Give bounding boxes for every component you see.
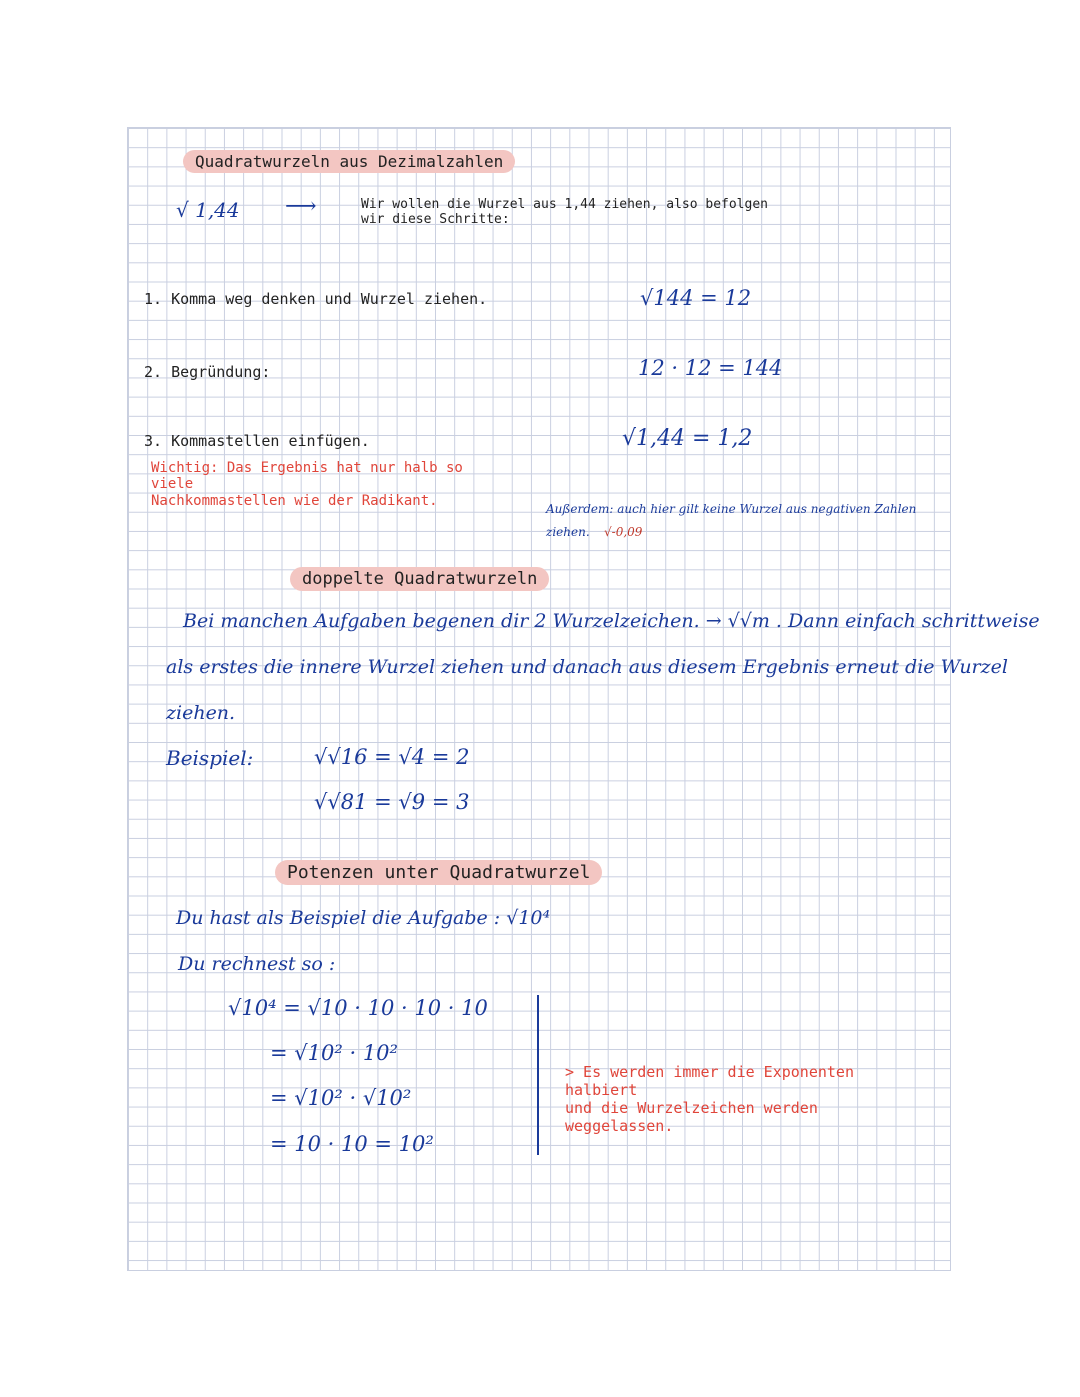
task-line: Du hast als Beispiel die Aufgabe : √10⁴ — [176, 907, 551, 929]
example-label: Beispiel: — [166, 746, 254, 770]
calc-step-1: √10⁴ = √10 · 10 · 10 · 10 — [228, 996, 488, 1020]
section-title-powers: Potenzen unter Quadratwurzel — [275, 860, 602, 885]
step-2: 2. Begründung: — [144, 363, 271, 381]
intro-text-2: wir diese Schritte: — [361, 212, 510, 227]
extra-note-1: Außerdem: auch hier gilt keine Wurzel aus negativen Zahlen — [546, 502, 917, 516]
important-note-1: Wichtig: Das Ergebnis hat nur halb so — [151, 460, 463, 476]
calc-step-3: = √10² · √10² — [270, 1086, 412, 1110]
section-title-double-roots: doppelte Quadratwurzeln — [290, 567, 549, 591]
root-example: √ 1,44 — [176, 198, 240, 222]
intro-text-1: Wir wollen die Wurzel aus 1,44 ziehen, also befolgen — [361, 197, 768, 212]
double-roots-text-3: ziehen. — [166, 702, 236, 724]
step-2-math: 12 · 12 = 144 — [638, 356, 783, 380]
important-note-3: Nachkommastellen wie der Radikant. — [151, 493, 438, 509]
calc-step-2: = √10² · 10² — [270, 1041, 398, 1065]
calc-intro: Du rechnest so : — [178, 953, 336, 975]
hint-4: weggelassen. — [565, 1117, 674, 1135]
important-note-2: viele — [151, 476, 194, 492]
step-1: 1. Komma weg denken und Wurzel ziehen. — [144, 290, 488, 308]
section-title-decimal-roots: Quadratwurzeln aus Dezimalzahlen — [183, 150, 515, 173]
negative-root-example: √-0,09 — [604, 525, 643, 539]
extra-note-2: ziehen. — [546, 525, 590, 539]
double-roots-text-2: als erstes die innere Wurzel ziehen und danach aus diesem Ergebnis erneut die Wurzel — [166, 656, 1008, 678]
example-1: √√16 = √4 = 2 — [314, 745, 470, 769]
step-1-math: √144 = 12 — [640, 286, 752, 310]
step-3: 3. Kommastellen einfügen. — [144, 432, 370, 450]
hint-1: > Es werden immer die Exponenten — [565, 1063, 854, 1081]
separator-line — [537, 995, 539, 1155]
hint-2: halbiert — [565, 1081, 638, 1099]
calc-step-4: = 10 · 10 = 10² — [270, 1132, 434, 1156]
double-roots-text-1: Bei manchen Aufgaben begenen dir 2 Wurzelzeichen. → √√m . Dann einfach schrittweise — [183, 610, 1040, 632]
arrow-icon: ⟶ — [285, 194, 317, 219]
step-3-math: √1,44 = 1,2 — [622, 426, 753, 451]
example-2: √√81 = √9 = 3 — [314, 790, 470, 814]
hint-3: und die Wurzelzeichen werden — [565, 1099, 818, 1117]
